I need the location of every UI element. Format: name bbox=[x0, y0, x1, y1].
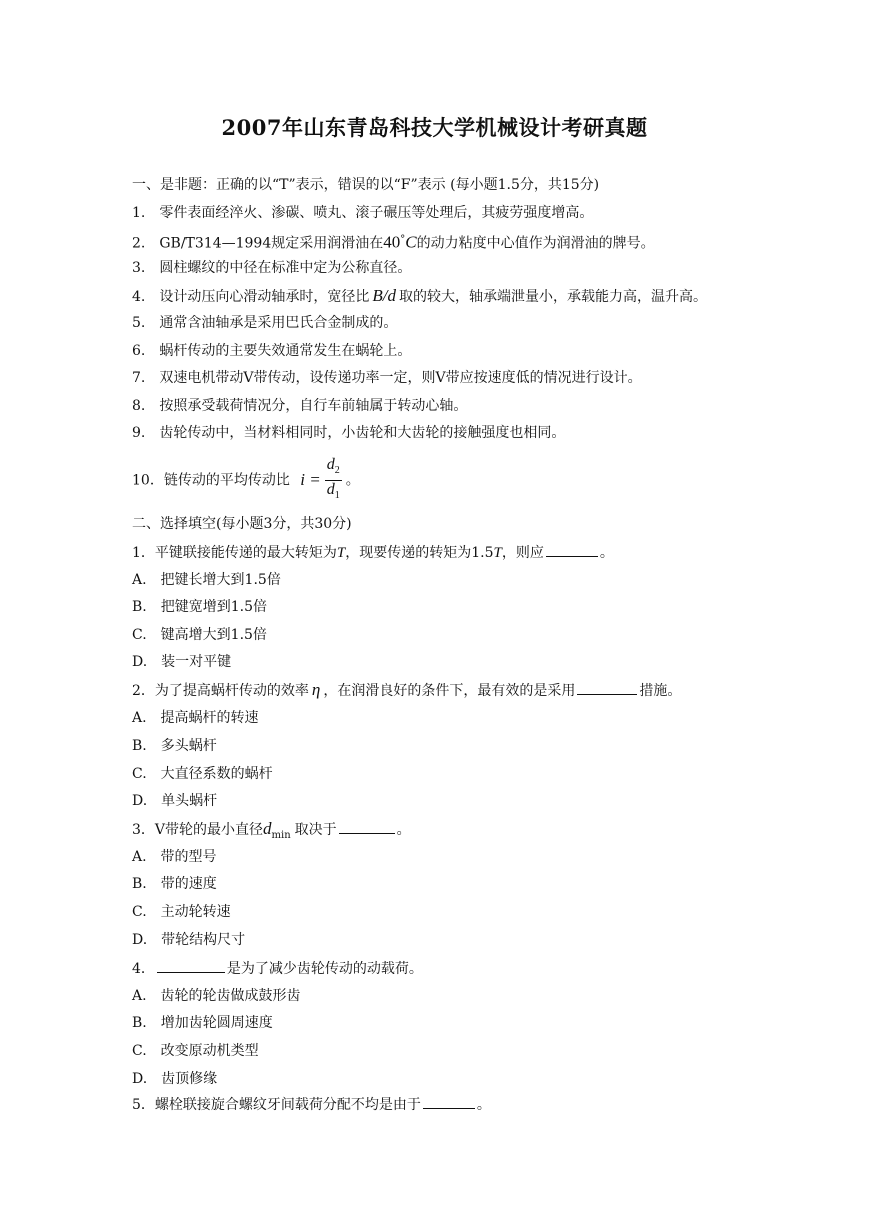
s2-q1-option-c: C. 键高增大到1.5倍 bbox=[132, 627, 267, 643]
s2-q3-suffix: 取决于 bbox=[294, 822, 337, 838]
s2-q2-option-a: A. 提高蜗杆的转速 bbox=[132, 710, 259, 726]
s2-q1-answer-blank[interactable] bbox=[546, 542, 598, 557]
s2-q3-option-c: C. 主动轮转速 bbox=[132, 904, 231, 920]
s2-q2-prefix: 2．为了提高蜗杆传动的效率 bbox=[132, 683, 309, 699]
s1-q10-suffix: 。 bbox=[345, 472, 360, 489]
s2-q5-end: 。 bbox=[476, 1097, 491, 1113]
s1-question-6: 6. 蜗杆传动的主要失效通常发生在蜗轮上。 bbox=[132, 343, 412, 359]
s2-q4-option-c: C. 改变原动机类型 bbox=[132, 1043, 259, 1059]
s1-q4-prefix: 4. 设计动压向心滑动轴承时，宽径比 bbox=[132, 289, 370, 305]
s2-q3-min-subscript: min bbox=[271, 829, 291, 841]
s2-q4-answer-blank[interactable] bbox=[157, 958, 225, 973]
s2-q3-option-d: D. 带轮结构尺寸 bbox=[132, 932, 246, 948]
section2-heading: 二、选择填空(每小题3分，共30分) bbox=[132, 516, 352, 532]
s1-question-10 bbox=[132, 456, 360, 505]
s1-question-2 bbox=[132, 230, 655, 254]
s2-q1-option-a: A. 把键长增大到1.5倍 bbox=[132, 572, 281, 588]
s2-q3-option-a: A. 带的型号 bbox=[132, 849, 217, 865]
s2-q2-option-c: C. 大直径系数的蜗杆 bbox=[132, 766, 273, 782]
s2-q1-end: 。 bbox=[599, 545, 614, 561]
s2-q2-suffix: ，在润滑良好的条件下，最有效的是采用 bbox=[323, 683, 576, 699]
s1-q2-prefix: 2. GB/T314—1994规定采用润滑油在 bbox=[132, 235, 384, 252]
s2-q5-answer-blank[interactable] bbox=[423, 1094, 475, 1109]
s2-q1-option-b: B. 把键宽增到1.5倍 bbox=[132, 599, 268, 615]
s2-q3-end: 。 bbox=[396, 822, 411, 838]
s2-q1-option-d: D. 装一对平键 bbox=[132, 654, 232, 670]
s1-q4-suffix: 取的较大，轴承端泄量小，承载能力高，温升高。 bbox=[398, 289, 707, 305]
s1-q2-celsius: C bbox=[405, 232, 417, 252]
s2-q3-option-b: B. 带的速度 bbox=[132, 876, 217, 892]
s2-q1-suffix: ，则应 bbox=[501, 545, 544, 561]
s2-q2-efficiency-symbol: η bbox=[311, 680, 321, 699]
s1-q4-ratio: B/d bbox=[372, 286, 396, 305]
s1-q2-suffix: 的动力粘度中心值作为润滑油的牌号。 bbox=[416, 235, 655, 252]
s2-q4-option-d: D. 齿顶修缘 bbox=[132, 1071, 218, 1087]
s1-q10-ratio-symbol: i = bbox=[300, 469, 321, 489]
s1-q10-prefix: 10．链传动的平均传动比 bbox=[132, 472, 290, 489]
s2-q2-option-d: D. 单头蜗杆 bbox=[132, 793, 218, 809]
s1-q10-fraction bbox=[325, 456, 342, 505]
s1-q10-numerator: $d_2$ bbox=[325, 456, 342, 481]
s1-q2-temperature: 40 bbox=[383, 232, 401, 252]
s1-question-5: 5. 通常含油轴承是采用巴氏合金制成的。 bbox=[132, 315, 398, 331]
s2-question-3 bbox=[132, 819, 411, 846]
s2-q4-option-b: B. 增加齿轮圆周速度 bbox=[132, 1015, 273, 1031]
s2-q3-answer-blank[interactable] bbox=[339, 819, 395, 834]
s2-q1-prefix: 1．平键联接能传递的最大转矩为 bbox=[132, 545, 337, 561]
s1-question-7: 7. 双速电机带动V带传动，设传递功率一定，则V带应按速度低的情况进行设计。 bbox=[132, 370, 642, 386]
section1-heading: 一、是非题：正确的以“T”表示，错误的以“F”表示 (每小题1.5分，共15分) bbox=[132, 177, 600, 193]
s1-question-9: 9. 齿轮传动中，当材料相同时，小齿轮和大齿轮的接触强度也相同。 bbox=[132, 425, 566, 441]
s2-q5-prefix: 5．螺栓联接旋合螺纹牙间载荷分配不均是由于 bbox=[132, 1097, 421, 1113]
s2-q2-answer-blank[interactable] bbox=[577, 680, 637, 695]
s2-q1-torque: T bbox=[336, 545, 346, 561]
s2-q4-suffix: 是为了减少齿轮传动的动载荷。 bbox=[226, 961, 423, 977]
s2-q1-torque-2: T bbox=[493, 545, 502, 561]
s2-question-2 bbox=[132, 680, 681, 701]
s1-q2-degree: ° bbox=[400, 234, 406, 245]
s2-q4-prefix: 4． bbox=[132, 961, 155, 977]
s2-q3-diameter-symbol: d bbox=[263, 819, 272, 838]
s2-question-1 bbox=[132, 542, 614, 563]
s1-question-8: 8. 按照承受载荷情况分，自行车前轴属于转动心轴。 bbox=[132, 398, 468, 414]
s1-question-4 bbox=[132, 286, 707, 307]
s1-question-3: 3. 圆柱螺纹的中径在标准中定为公称直径。 bbox=[132, 260, 412, 276]
s2-question-4 bbox=[132, 958, 423, 979]
s2-q3-prefix: 3．V带轮的最小直径 bbox=[132, 822, 264, 838]
s1-question-1: 1. 零件表面经淬火、渗碳、喷丸、滚子碾压等处理后，其疲劳强度增高。 bbox=[132, 205, 594, 221]
s1-q10-denominator: $d_1$ bbox=[326, 481, 340, 502]
s2-q4-option-a: A. 齿轮的轮齿做成鼓形齿 bbox=[132, 988, 301, 1004]
s2-q2-end: 措施。 bbox=[639, 683, 682, 699]
s2-q2-option-b: B. 多头蜗杆 bbox=[132, 738, 217, 754]
s2-q1-middle: ，现要传递的转矩为1.5 bbox=[345, 545, 494, 561]
s2-question-5 bbox=[132, 1094, 491, 1115]
document-title: 2007年山东青岛科技大学机械设计考研真题 bbox=[221, 115, 648, 140]
